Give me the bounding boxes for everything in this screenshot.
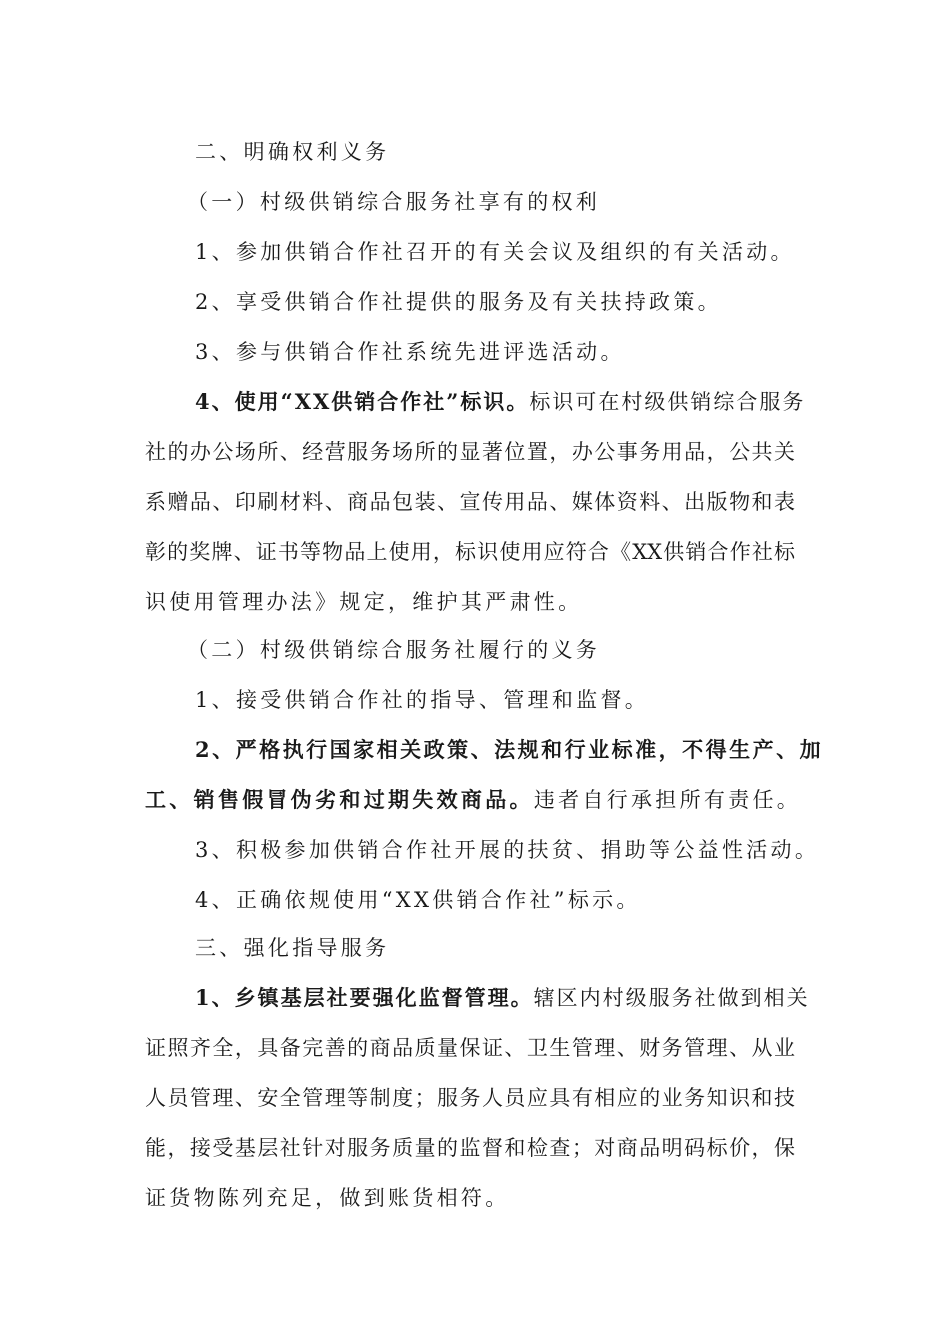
rights-item-3: 3、参与供销合作社系统先进评选活动。 xyxy=(195,340,625,364)
rights-item-4-line-4: 彰的奖牌、证书等物品上使用，标识使用应符合《XX供销合作社标 xyxy=(145,540,795,564)
guidance-item-1-line-4: 能，接受基层社针对服务质量的监督和检查；对商品明码标价，保 xyxy=(145,1136,795,1160)
rights-item-4-line-1 xyxy=(195,387,805,417)
rights-item-4-bold-lead: 4、使用“XX供销合作社”标识。 xyxy=(195,389,530,414)
rights-item-4-rest: 标识可在村级供销综合服务 xyxy=(529,390,806,414)
guidance-item-1-rest: 辖区内村级服务社做到相关 xyxy=(533,986,810,1010)
section-heading-rights-obligations: 二、明确权利义务 xyxy=(195,140,390,164)
section-heading-guidance: 三、强化指导服务 xyxy=(195,936,390,960)
rights-item-1: 1、参加供销合作社召开的有关会议及组织的有关活动。 xyxy=(195,240,795,264)
obligations-item-4: 4、正确依规使用“XX供销合作社”标示。 xyxy=(195,888,641,912)
guidance-item-1-line-5: 证货物陈列充足，做到账货相符。 xyxy=(145,1186,510,1210)
subheading-rights: （一）村级供销综合服务社享有的权利 xyxy=(187,190,601,214)
obligations-item-3: 3、积极参加供销合作社开展的扶贫、捐助等公益性活动。 xyxy=(195,838,820,862)
obligations-item-2-line-1: 2、严格执行国家相关政策、法规和行业标准，不得生产、加 xyxy=(195,737,824,762)
subheading-obligations: （二）村级供销综合服务社履行的义务 xyxy=(187,638,601,662)
guidance-item-1-line-3: 人员管理、安全管理等制度；服务人员应具有相应的业务知识和技 xyxy=(145,1086,795,1110)
obligations-item-2-rest: 违者自行承担所有责任。 xyxy=(533,788,802,812)
rights-item-4-line-2: 社的办公场所、经营服务场所的显著位置，办公事务用品，公共关 xyxy=(145,440,795,464)
rights-item-4-line-3: 系赠品、印刷材料、商品包装、宣传用品、媒体资料、出版物和表 xyxy=(145,490,795,514)
rights-item-4-line-5: 识使用管理办法》规定，维护其严肃性。 xyxy=(145,590,583,614)
rights-item-2: 2、享受供销合作社提供的服务及有关扶持政策。 xyxy=(195,290,722,314)
guidance-item-1-bold-lead: 1、乡镇基层社要强化监督管理。 xyxy=(195,985,534,1010)
obligations-item-2-bold-tail: 工、销售假冒伪劣和过期失效商品。 xyxy=(145,787,534,812)
guidance-item-1-line-1 xyxy=(195,983,810,1013)
obligations-item-2-line-2 xyxy=(145,785,801,815)
obligations-item-1: 1、接受供销合作社的指导、管理和监督。 xyxy=(195,688,650,712)
guidance-item-1-line-2: 证照齐全，具备完善的商品质量保证、卫生管理、财务管理、从业 xyxy=(145,1036,795,1060)
